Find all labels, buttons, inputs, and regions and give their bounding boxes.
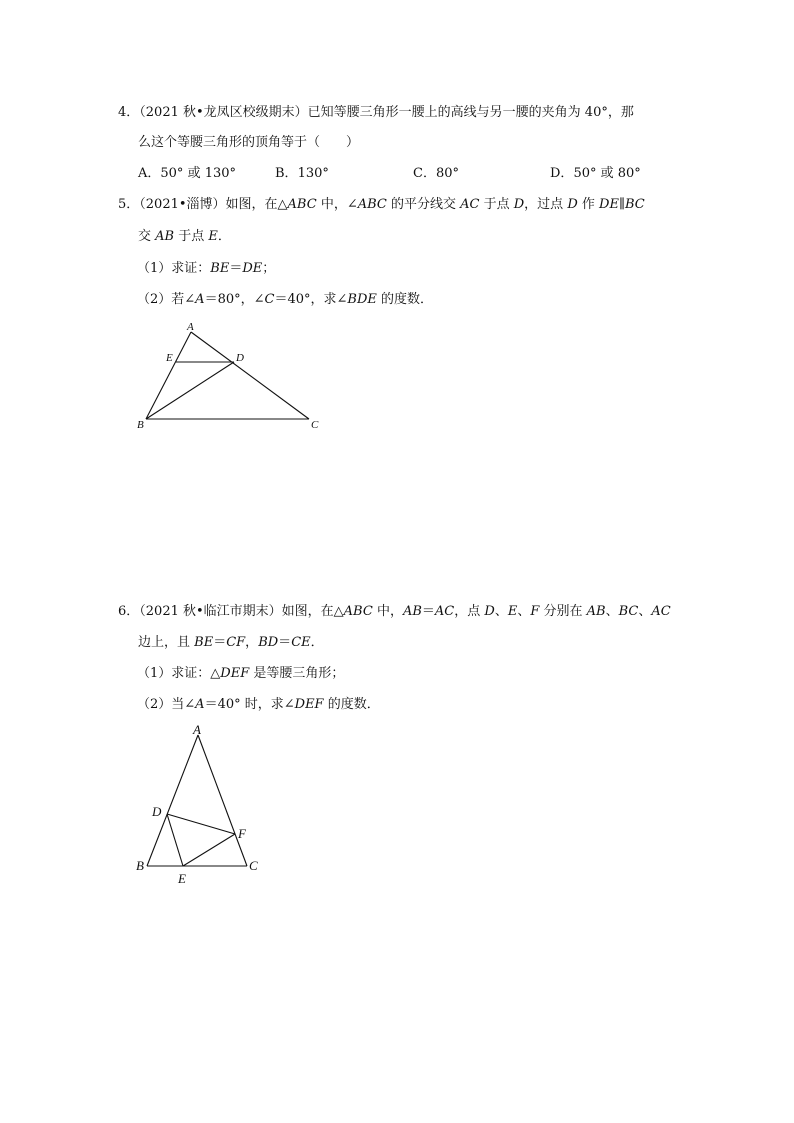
q5-line1: 5．（2021•淄博）如图，在△ABC 中，∠ABC 的平分线交 AC 于点 D，过点 D 作 DE∥BC: [118, 197, 645, 212]
q6-segment-de: [167, 814, 183, 866]
q4-option-d[interactable]: D．50° 或 80°: [550, 166, 641, 181]
q4-option-a[interactable]: A．50° 或 130°: [138, 166, 237, 181]
q5-number: 5．: [118, 197, 140, 212]
q6-label-b: B: [136, 858, 144, 873]
q6-label-e: E: [178, 871, 186, 886]
q6-label-d: D: [152, 804, 162, 819]
q6-segment-ac: [198, 735, 247, 866]
q5-part2: （2）若∠A＝80°，∠C＝40°，求∠BDE 的度数．: [137, 292, 433, 307]
q6-line1: 6．（2021 秋•临江市期末）如图，在△ABC 中，AB＝AC，点 D、E、F 分别在 AB、BC、AC: [118, 604, 671, 619]
q5-label-b: B: [137, 419, 144, 431]
q6-label-c: C: [249, 858, 258, 873]
q6-label-f: F: [238, 826, 246, 841]
q4-source: （2021 秋•龙凤区校级期末）: [139, 105, 308, 120]
q6-part2: （2）当∠A＝40° 时，求∠DEF 的度数．: [137, 697, 380, 712]
q5-part1: （1）求证：BE＝DE；: [137, 261, 276, 276]
q4-option-c[interactable]: C．80°: [413, 166, 459, 181]
q5-label-e: E: [166, 352, 173, 364]
q6-part1: （1）求证：△DEF 是等腰三角形；: [137, 666, 345, 681]
q6-line2: 边上，且 BE＝CF，BD＝CE．: [138, 635, 324, 650]
q5-label-d: D: [236, 352, 244, 364]
q4-option-b[interactable]: B．130°: [275, 166, 329, 181]
q4-line2: 么这个等腰三角形的顶角等于（ ）: [138, 135, 360, 150]
q6-number: 6．: [118, 604, 140, 619]
q6-source: （2021 秋•临江市期末）: [139, 604, 282, 619]
q5-label-c: C: [311, 419, 319, 431]
q4-text-1: 已知等腰三角形一腰上的高线与另一腰的夹角为 40°，那: [307, 105, 634, 120]
q6-segment-ef: [183, 834, 235, 866]
q4-number: 4．: [118, 105, 140, 120]
q6-label-a: A: [193, 722, 201, 737]
q5-source: （2021•淄博）: [139, 197, 226, 212]
q6-segment-ab: [147, 735, 198, 866]
q6-segment-df: [167, 814, 235, 834]
q5-line2: 交 AB 于点 E．: [138, 229, 231, 244]
q5-label-a: A: [187, 321, 194, 333]
